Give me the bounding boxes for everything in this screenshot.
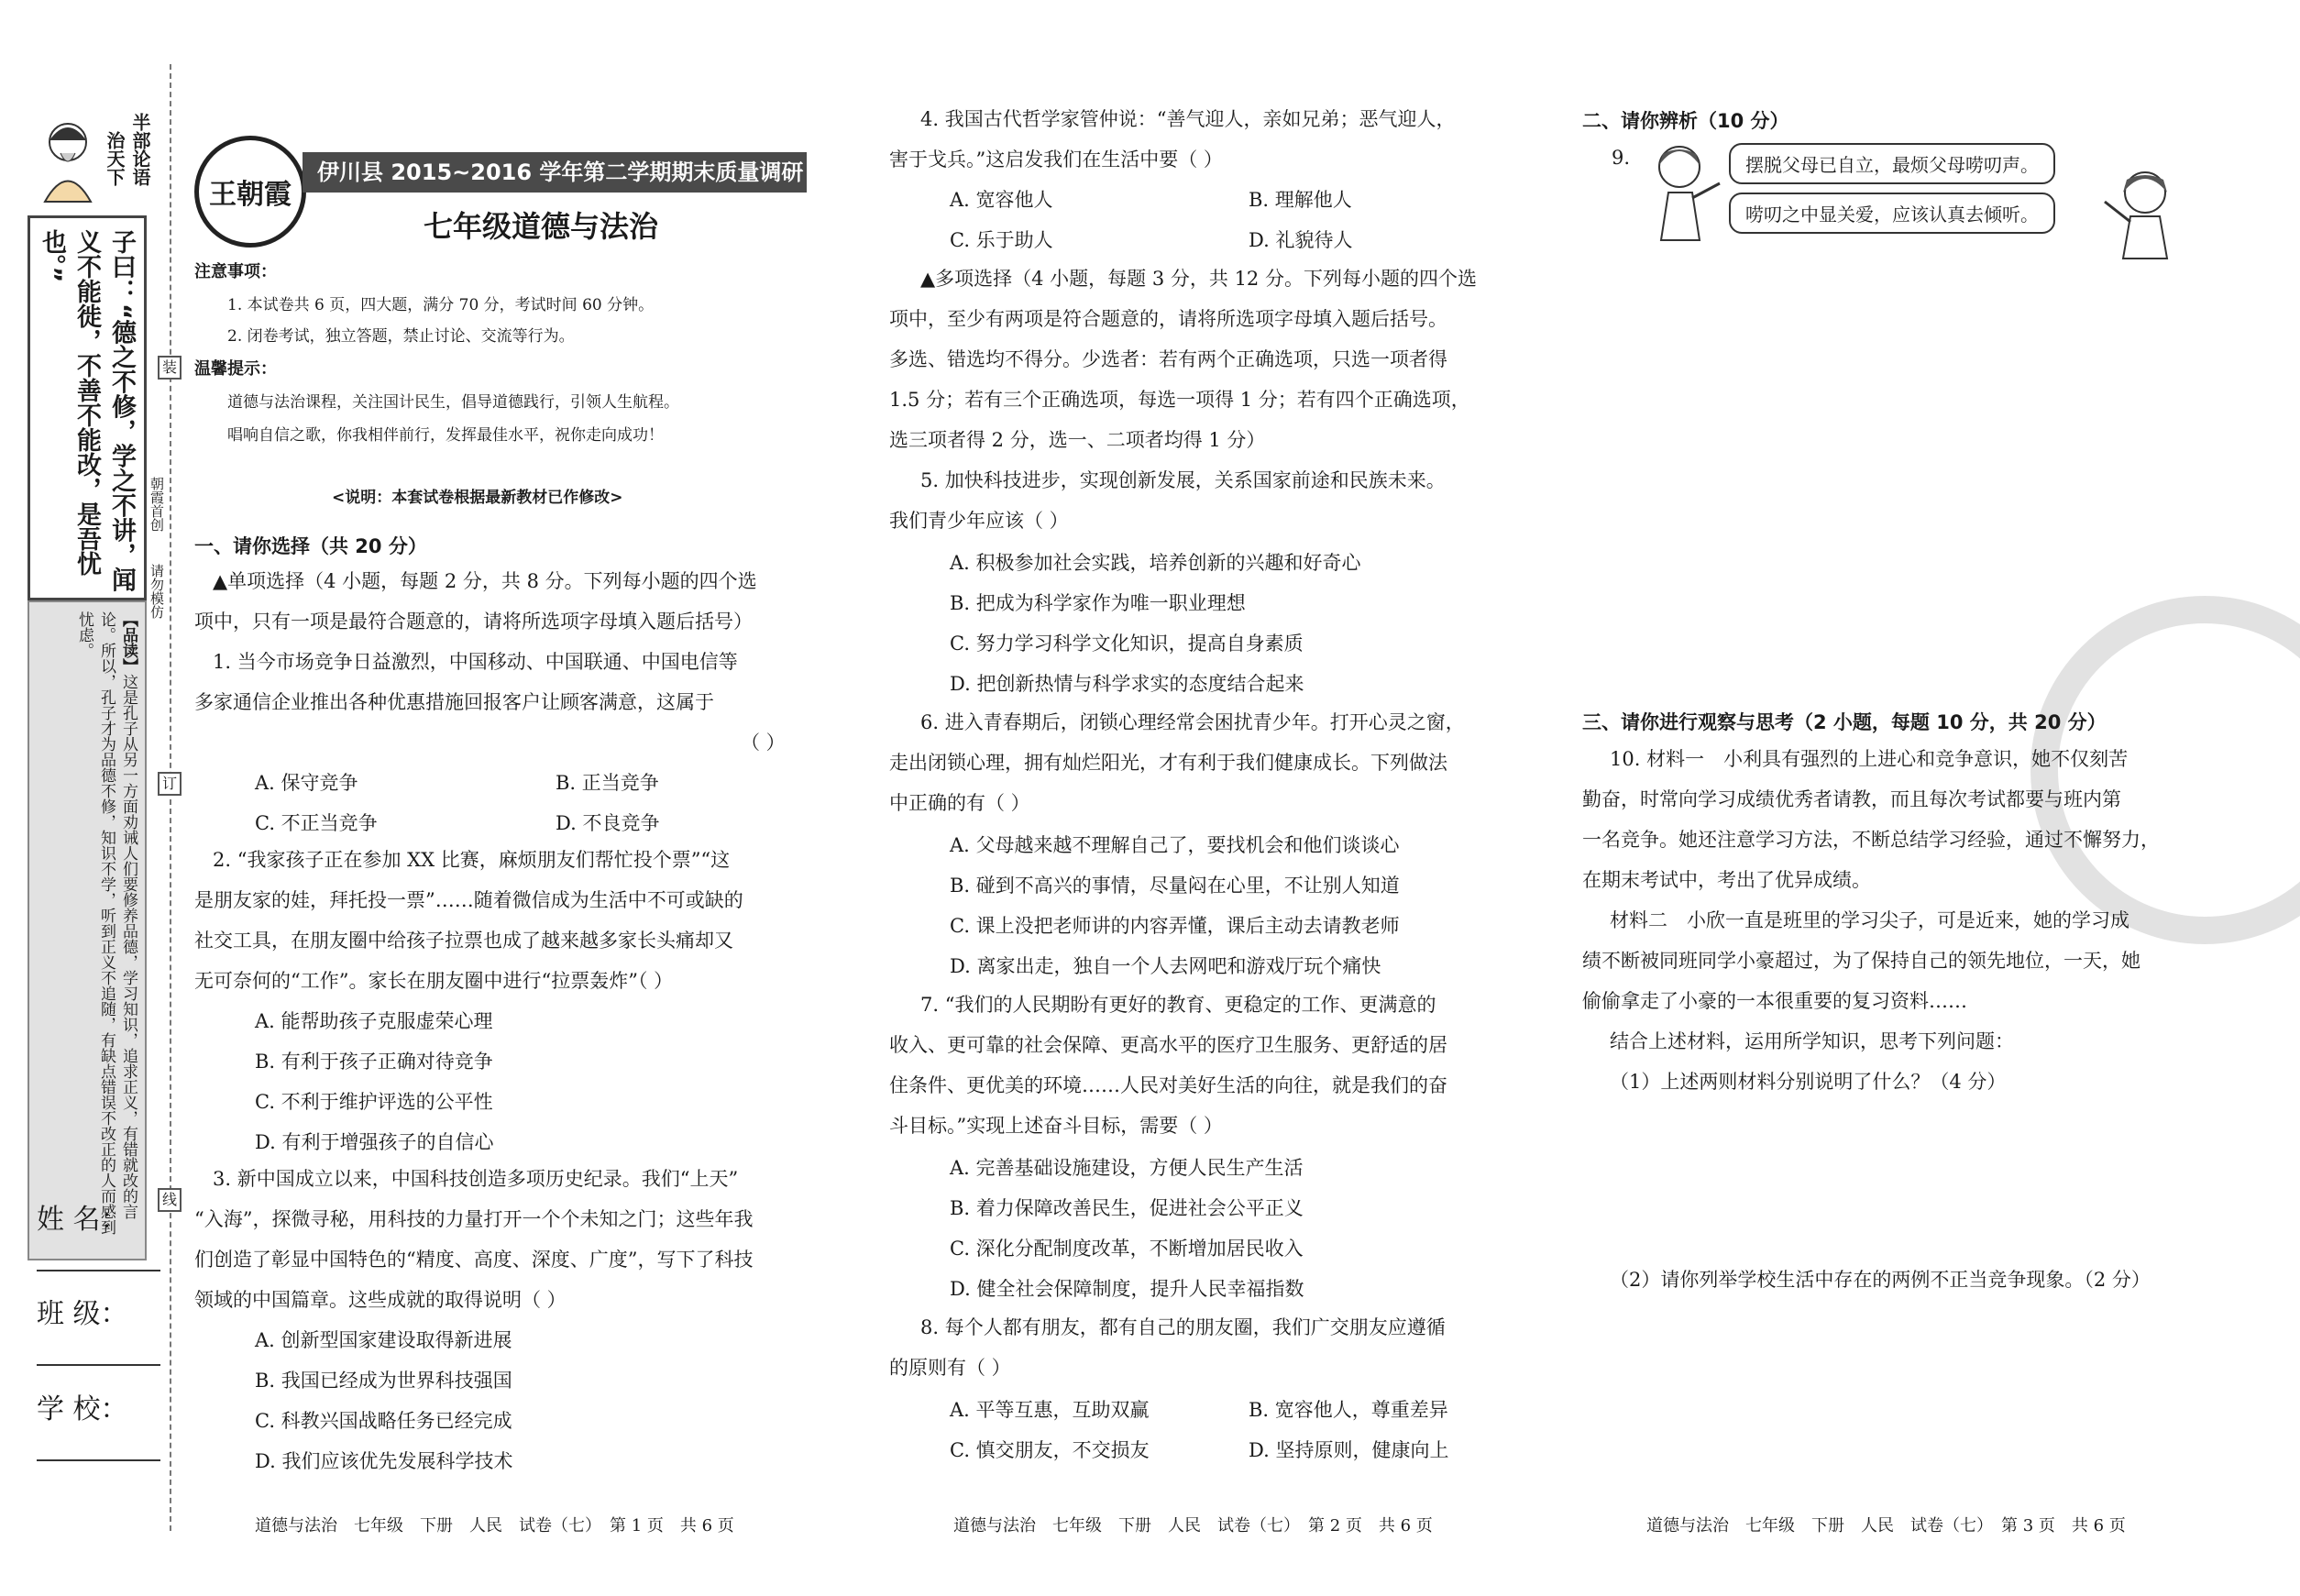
q2-option-d[interactable]: D. 有利于增强孩子的自信心 <box>255 1131 494 1153</box>
q10-line-2: 勤奋，时常向学习成绩优秀者请教，而且每次考试都要与班内第 <box>1582 788 2121 810</box>
q8-line-1: 8. 每个人都有朋友，都有自己的朋友圈，我们广交朋友应遵循 <box>920 1316 1446 1338</box>
q7-line-1: 7. “我们的人民期盼有更好的教育、更稳定的工作、更满意的 <box>920 994 1436 1016</box>
q4-option-a[interactable]: A. 宽容他人 <box>950 189 1053 211</box>
school-field-line[interactable] <box>37 1459 160 1461</box>
q10-line-3: 一名竞争。她还注意学习方法，不断总结学习经验，通过不懈努力， <box>1582 829 2160 851</box>
q5-line-2: 我们青少年应该（ ） <box>889 510 1069 532</box>
subject-title: 七年级道德与法治 <box>424 209 659 244</box>
notice-item-2: 2. 闭卷考试，独立答题，禁止讨论、交流等行为。 <box>227 327 575 346</box>
q6-line-1: 6. 进入青春期后，闭锁心理经常会困扰青少年。打开心灵之窗， <box>920 711 1465 733</box>
pindu-label: 【品读】 <box>119 611 138 674</box>
q8-line-2: 的原则有（ ） <box>889 1357 1011 1379</box>
publisher-logo <box>194 136 306 248</box>
q6-option-a[interactable]: A. 父母越来越不理解自己了，要找机会和他们谈谈心 <box>950 834 1400 856</box>
pindu-text <box>73 611 139 1244</box>
class-field-line[interactable] <box>37 1364 160 1366</box>
q3-line-4: 领域的中国篇章。这些成就的取得说明（ ） <box>194 1289 567 1311</box>
q10-sub2-answer-area[interactable] <box>1610 1307 2178 1491</box>
q6-line-2: 走出闭锁心理，拥有灿烂阳光，才有利于我们健康成长。下列做法 <box>889 752 1447 774</box>
confucius-quote-box <box>28 215 147 600</box>
q7-option-a[interactable]: A. 完善基础设施建设，方便人民生产生活 <box>950 1157 1304 1179</box>
exam-title: 伊川县 2015~2016 学年第二学期期末质量调研检测试卷 <box>303 152 807 193</box>
stamp-line-2: 请勿模仿 <box>149 564 165 619</box>
section3-title: 三、请你进行观察与思考（2 小题，每题 10 分，共 20 分） <box>1582 711 2107 733</box>
warm-line-2: 唱响自信之歌，你我相伴前行，发挥最佳水平，祝你走向成功！ <box>227 426 664 445</box>
q2-option-a[interactable]: A. 能帮助孩子克服虚荣心理 <box>255 1010 493 1032</box>
q2-line-1: 2. “我家孩子正在参加 XX 比赛，麻烦朋友们帮忙投个票”“这 <box>213 849 731 871</box>
notice-title: 注意事项： <box>194 262 277 281</box>
confucius-quote: 子曰：“德之不修，学之不讲，闻义不能徙，不善不能改，是吾忧也。” <box>38 229 136 592</box>
binding-dashed-line <box>170 64 171 1531</box>
q3-line-3: 们创造了彰显中国特色的“精度、高度、深度、广度”，写下了科技 <box>194 1249 754 1271</box>
seal-mark-3: 线 <box>158 1188 182 1212</box>
q5-line-1: 5. 加快科技进步，实现创新发展，关系国家前途和民族未来。 <box>920 469 1446 491</box>
q3-line-1: 3. 新中国成立以来，中国科技创造多项历史纪录。我们“上天” <box>213 1168 739 1190</box>
q4-option-c[interactable]: C. 乐于助人 <box>950 229 1053 251</box>
q6-option-d[interactable]: D. 离家出走，独自一个人去网吧和游戏厅玩个痛快 <box>950 955 1381 977</box>
name-field-label: 姓 名： <box>37 1204 128 1236</box>
q4-option-b[interactable]: B. 理解他人 <box>1249 189 1352 211</box>
seal-mark-1: 装 <box>158 356 182 380</box>
q1-answer-blank[interactable]: （ ） <box>741 732 786 754</box>
q10-sub1: （1）上述两则材料分别说明了什么？（4 分） <box>1610 1071 2007 1093</box>
q7-option-c[interactable]: C. 深化分配制度改革，不断增加居民收入 <box>950 1238 1304 1260</box>
q5-option-d[interactable]: D. 把创新热情与科学求实的态度结合起来 <box>950 673 1304 695</box>
name-field-line[interactable] <box>37 1270 160 1271</box>
q8-option-d[interactable]: D. 坚持原则，健康向上 <box>1249 1439 1449 1461</box>
q10-sub1-answer-area[interactable] <box>1610 1109 2178 1247</box>
section1-title: 一、请你选择（共 20 分） <box>194 535 427 557</box>
q1-option-c[interactable]: C. 不正当竞争 <box>255 812 378 834</box>
multi-intro-1: ▲多项选择（4 小题，每题 3 分，共 12 分。下列每小题的四个选 <box>920 268 1477 290</box>
class-field-label: 班 级： <box>37 1298 128 1330</box>
single-intro-1: ▲单项选择（4 小题，每题 2 分，共 8 分。下列每小题的四个选 <box>213 570 757 592</box>
q4-option-d[interactable]: D. 礼貌待人 <box>1249 229 1353 251</box>
q1-option-d[interactable]: D. 不良竞争 <box>556 812 660 834</box>
q2-option-b[interactable]: B. 有利于孩子正确对待竞争 <box>255 1051 493 1073</box>
q10-sub2: （2）请你列举学校生活中存在的两例不正当竞争现象。（2 分） <box>1610 1269 2151 1291</box>
warm-title: 温馨提示： <box>194 359 277 379</box>
q10-line-4: 在期末考试中，考出了优异成绩。 <box>1582 869 1871 891</box>
q3-option-d[interactable]: D. 我们应该优先发展科学技术 <box>255 1450 513 1472</box>
q10-prompt: 结合上述材料，运用所学知识，思考下列问题： <box>1610 1030 2014 1052</box>
q3-option-b[interactable]: B. 我国已经成为世界科技强国 <box>255 1370 512 1392</box>
q1-line-2: 多家通信企业推出各种优惠措施回报客户让顾客满意，这属于 <box>194 691 714 713</box>
q1-option-b[interactable]: B. 正当竞争 <box>556 772 659 794</box>
confucius-illustration <box>31 115 105 206</box>
speech-bubble-1: 摆脱父母已自立，最烦父母唠叨声。 <box>1729 143 2055 184</box>
sidebar-header-2: 治天下 <box>104 131 126 186</box>
warm-line-1: 道德与法治课程，关注国计民生，倡导道德践行，引领人生航程。 <box>227 393 679 412</box>
q5-option-a[interactable]: A. 积极参加社会实践，培养创新的兴趣和好奇心 <box>950 552 1361 574</box>
footer-page-1: 道德与法治 七年级 下册 人民 试卷（七） 第 1 页 共 6 页 <box>255 1516 734 1535</box>
school-field-label: 学 校： <box>37 1393 128 1425</box>
revision-note: <说明：本套试卷根据最新教材已作修改> <box>332 489 623 507</box>
girl-illustration-left <box>1641 138 1723 243</box>
q1-line-1: 1. 当今市场竞争日益激烈，中国移动、中国联通、中国电信等 <box>213 651 738 673</box>
section2-title: 二、请你辨析（10 分） <box>1582 110 1789 132</box>
material2-line-1: 材料二 小欣一直是班里的学习尖子，可是近来，她的学习成 <box>1610 909 2129 931</box>
seal-mark-2: 订 <box>158 772 182 796</box>
q2-line-3: 社交工具，在朋友圈中给孩子拉票也成了越来越多家长头痛却又 <box>194 930 733 952</box>
q2-line-4: 无可奈何的“工作”。家长在朋友圈中进行“拉票轰炸”（ ） <box>194 970 674 992</box>
sidebar-header-1: 半部论语 <box>129 113 151 186</box>
q1-option-a[interactable]: A. 保守竞争 <box>255 772 358 794</box>
q2-option-c[interactable]: C. 不利于维护评选的公平性 <box>255 1091 493 1113</box>
multi-intro-4: 1.5 分；若有三个正确选项，每选一项得 1 分；若有四个正确选项， <box>889 389 1470 411</box>
q4-line-1: 4. 我国古代哲学家管仲说：“善气迎人，亲如兄弟；恶气迎人， <box>920 108 1456 130</box>
q10-line-1: 10. 材料一 小利具有强烈的上进心和竞争意识，她不仅刻苦 <box>1610 748 2129 770</box>
q7-line-3: 住条件、更优美的环境……人民对美好生活的向往，就是我们的奋 <box>889 1074 1447 1096</box>
single-intro-2: 项中，只有一项是最符合题意的，请将所选项字母填入题后括号） <box>194 611 753 633</box>
q3-option-c[interactable]: C. 科教兴国战略任务已经完成 <box>255 1410 512 1432</box>
q6-line-3: 中正确的有（ ） <box>889 792 1030 814</box>
q7-line-2: 收入、更可靠的社会保障、更高水平的医疗卫生服务、更舒适的居 <box>889 1034 1447 1056</box>
q5-option-b[interactable]: B. 把成为科学家作为唯一职业理想 <box>950 592 1246 614</box>
material2-line-2: 绩不断被同班同学小豪超过，为了保持自己的领先地位，一天，她 <box>1582 950 2140 972</box>
q3-option-a[interactable]: A. 创新型国家建设取得新进展 <box>255 1329 512 1351</box>
q7-line-4: 斗目标。”实现上述奋斗目标，需要（ ） <box>889 1115 1223 1137</box>
speech-bubble-2: 唠叨之中显关爱，应该认真去倾听。 <box>1729 193 2055 234</box>
footer-page-2: 道德与法治 七年级 下册 人民 试卷（七） 第 2 页 共 6 页 <box>953 1516 1433 1535</box>
material2-line-3: 偷偷拿走了小豪的一本很重要的复习资料…… <box>1582 990 1967 1012</box>
multi-intro-3: 多选、错选均不得分。少选者：若有两个正确选项，只选一项者得 <box>889 348 1447 370</box>
pindu-body: 这是孔子从另一方面劝诫人们要修养品德，学习知识，追求正义，有错就改的言论。所以，孔子才为品德不修，知识不学，听到正义不追随，有缺点错误不改正的人而感到忧虑。 <box>75 611 138 1235</box>
q8-option-c[interactable]: C. 慎交朋友，不交损友 <box>950 1439 1150 1461</box>
logo-text: 王朝霞 <box>209 179 292 211</box>
stamp-line-1: 朝霞首创 <box>149 477 165 532</box>
q8-option-a[interactable]: A. 平等互惠，互助双赢 <box>950 1399 1150 1421</box>
q8-option-b[interactable]: B. 宽容他人，尊重差异 <box>1249 1399 1448 1421</box>
q6-option-c[interactable]: C. 课上没把老师讲的内容弄懂，课后主动去请教老师 <box>950 915 1400 937</box>
multi-intro-5: 选三项者得 2 分，选一、二项者均得 1 分） <box>889 429 1266 451</box>
girl-illustration-right <box>2099 165 2182 261</box>
pindu-box <box>28 600 147 1260</box>
q4-line-2: 害于戈兵。”这启发我们在生活中要（ ） <box>889 149 1223 171</box>
q7-option-d[interactable]: D. 健全社会保障制度，提升人民幸福指数 <box>950 1278 1304 1300</box>
q6-option-b[interactable]: B. 碰到不高兴的事情，尽量闷在心里，不让别人知道 <box>950 875 1400 897</box>
q2-line-2: 是朋友家的娃，拜托投一票”……随着微信成为生活中不可或缺的 <box>194 889 743 911</box>
q5-option-c[interactable]: C. 努力学习科学文化知识，提高自身素质 <box>950 633 1304 655</box>
notice-item-1: 1. 本试卷共 6 页，四大题，满分 70 分，考试时间 60 分钟。 <box>227 296 655 314</box>
multi-intro-2: 项中，至少有两项是符合题意的，请将所选项字母填入题后括号。 <box>889 308 1447 330</box>
q7-option-b[interactable]: B. 着力保障改善民生，促进社会公平正义 <box>950 1197 1304 1219</box>
q9-number: 9. <box>1612 147 1631 169</box>
footer-page-3: 道德与法治 七年级 下册 人民 试卷（七） 第 3 页 共 6 页 <box>1646 1516 2126 1535</box>
q3-line-2: “入海”，探微寻秘，用科技的力量打开一个个未知之门；这些年我 <box>194 1208 754 1230</box>
